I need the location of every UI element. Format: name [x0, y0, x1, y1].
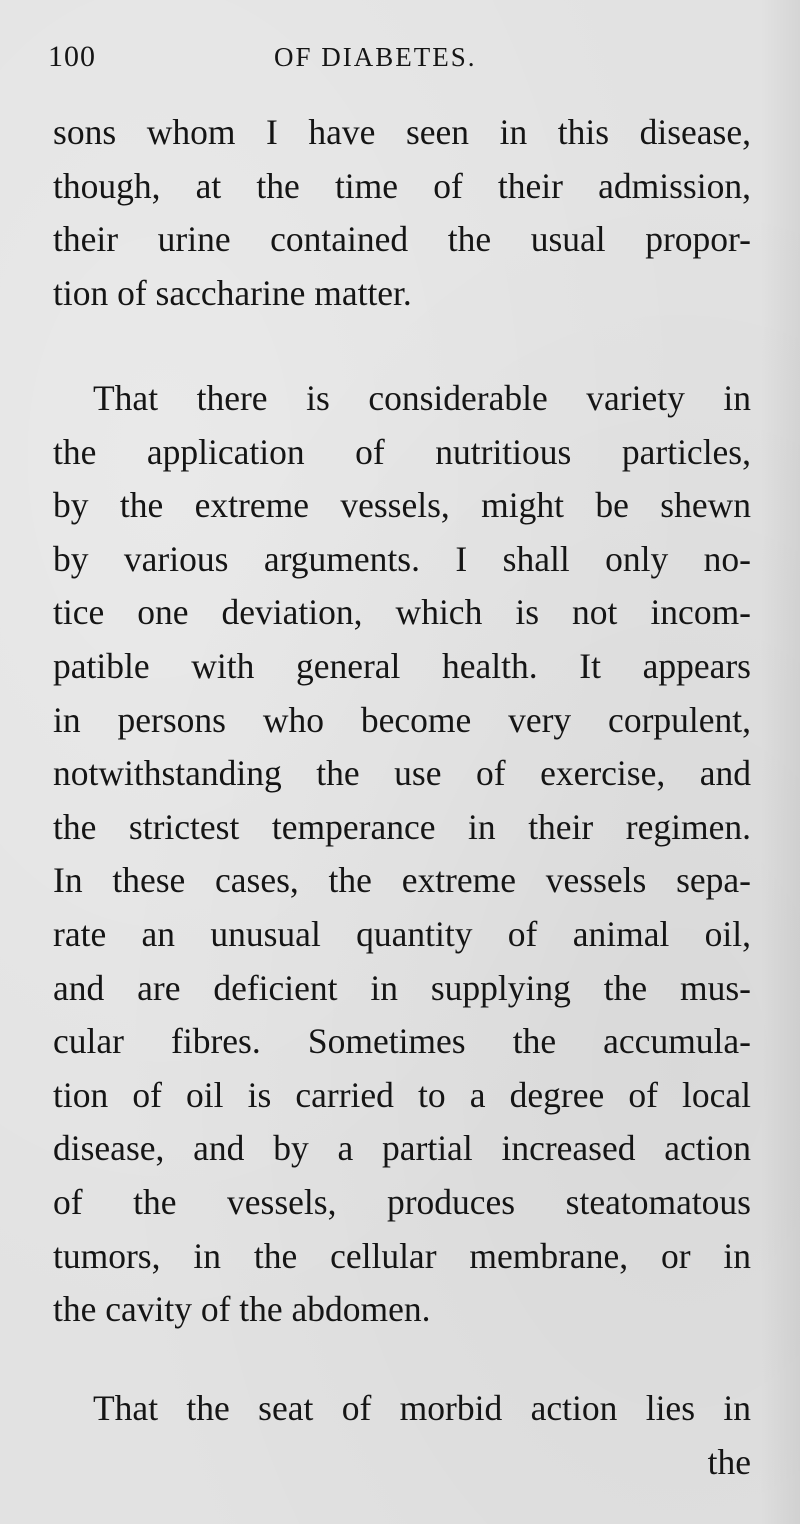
text-line: tumors, in the cellular membrane, or in	[53, 1235, 751, 1276]
text-line: disease, and by a partial increased action	[53, 1128, 751, 1169]
catchword: the	[707, 1441, 751, 1482]
text-line: though, at the time of their admission,	[53, 165, 751, 206]
text-line: rate an unusual quantity of animal oil,	[53, 913, 751, 954]
page-header	[48, 40, 748, 84]
text-line: tice one deviation, which is not incom-	[53, 592, 751, 633]
text-line: sons whom I have seen in this disease,	[53, 112, 751, 152]
paragraph-2	[53, 372, 751, 1337]
text-line: That the seat of morbid action lies in	[93, 1388, 751, 1428]
page-edge-shadow	[760, 0, 800, 1524]
text-line: tion of saccharine matter.	[53, 272, 412, 313]
text-line: by the extreme vessels, might be shewn	[53, 485, 751, 526]
text-line: and are deficient in supplying the mus-	[53, 967, 751, 1008]
text-line: In these cases, the extreme vessels sepa-	[53, 860, 751, 901]
text-line: in persons who become very corpulent,	[53, 699, 751, 740]
text-line: tion of oil is carried to a degree of local	[53, 1074, 751, 1115]
text-line: the cavity of the abdomen.	[53, 1289, 431, 1330]
text-line: their urine contained the usual propor-	[53, 219, 751, 260]
text-line: notwithstanding the use of exercise, and	[53, 753, 751, 794]
text-line: by various arguments. I shall only no-	[53, 538, 751, 579]
text-line: the strictest temperance in their regimen.	[53, 806, 751, 847]
paragraph-3	[53, 1382, 751, 1489]
text-line: patible with general health. It appears	[53, 645, 751, 686]
text-line: cular fibres. Sometimes the accumula-	[53, 1021, 751, 1062]
text-line: of the vessels, produces steatomatous	[53, 1181, 751, 1222]
text-line: the application of nutritious particles,	[53, 431, 751, 472]
running-head: OF DIABETES.	[274, 42, 477, 72]
text-line: That there is considerable variety in	[93, 378, 751, 418]
page-number: 100	[48, 40, 96, 73]
paragraph-1	[53, 106, 751, 320]
